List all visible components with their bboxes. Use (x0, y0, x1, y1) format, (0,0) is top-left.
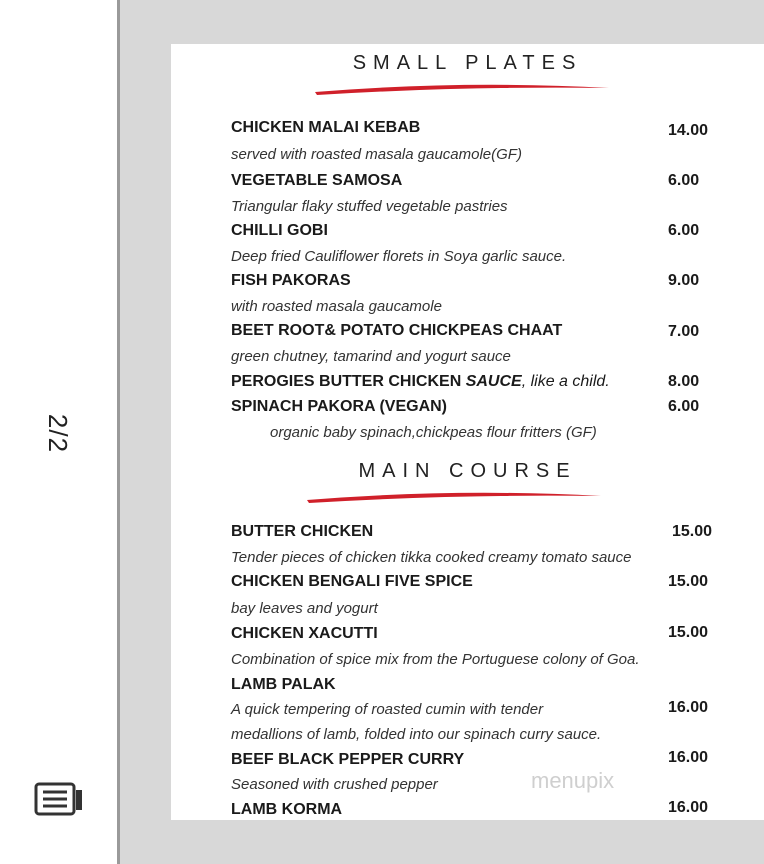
menu-item-price: 16.00 (668, 799, 709, 816)
menu-item-description: Triangular flaky stuffed vegetable pastries (231, 198, 508, 215)
menu-item-name: BUTTER CHICKEN (231, 523, 374, 540)
section-title-small-plates: SMALL PLATES (352, 52, 583, 74)
menu-item-price: 14.00 (668, 122, 709, 139)
menu-item-description: organic baby spinach,chickpeas flour fritters (GF) (270, 424, 597, 441)
menu-item-description: Deep fried Cauliflower florets in Soya garlic sauce. (231, 248, 567, 265)
menu-item-price: 7.00 (668, 323, 700, 340)
section-title-main-course: MAIN COURSE (358, 460, 577, 482)
menu-item-name: FISH PAKORAS (231, 272, 351, 289)
menu-item-name: CHICKEN MALAI KEBAB (231, 119, 421, 136)
menu-item-name: LAMB KORMA (231, 801, 343, 818)
menu-item-name-italic: , like a child. (521, 373, 610, 390)
menu-item-price: 15.00 (668, 624, 709, 641)
menu-page (171, 44, 764, 820)
menu-item-name: BEET ROOT& POTATO CHICKPEAS CHAAT (231, 322, 563, 339)
menu-item-description: medallions of lamb, folded into our spinach curry sauce. (231, 726, 602, 743)
red-swoosh-divider (313, 82, 613, 96)
menu-item-name: BEEF BLACK PEPPER CURRY (231, 751, 465, 768)
menu-item-name: PEROGIES BUTTER CHICKEN (231, 373, 462, 390)
menu-item-price: 6.00 (668, 222, 700, 239)
menu-item-price: 6.00 (668, 172, 700, 189)
menu-item-description: green chutney, tamarind and yogurt sauce (231, 348, 511, 365)
menu-item-description: Tender pieces of chicken tikka cooked creamy tomato sauce (231, 549, 632, 566)
menu-item-name: CHICKEN BENGALI FIVE SPICE (231, 573, 473, 590)
menu-item-price: 16.00 (668, 749, 709, 766)
menu-item-name: LAMB PALAK (231, 676, 336, 693)
menu-item-name: VEGETABLE SAMOSA (231, 172, 403, 189)
menu-item-name: CHILLI GOBI (231, 222, 328, 239)
menu-item-name: CHICKEN XACUTTI (231, 625, 378, 642)
menu-item-perogies (231, 373, 610, 391)
menu-item-price: 15.00 (668, 573, 709, 590)
menu-item-name-italic-bold: SAUCE (461, 373, 522, 390)
menu-item-price: 8.00 (668, 373, 700, 390)
menu-item-price: 6.00 (668, 398, 700, 415)
reader-mode-button[interactable] (34, 780, 86, 820)
menu-item-price: 16.00 (668, 699, 709, 716)
red-swoosh-divider (305, 490, 605, 504)
page-indicator-text: 2/2 (43, 413, 74, 453)
menu-item-description: bay leaves and yogurt (231, 600, 378, 617)
viewer-sidebar (0, 0, 120, 864)
menu-item-description: Combination of spice mix from the Portuguese colony of Goa. (231, 651, 640, 668)
menu-item-price: 15.00 (672, 523, 713, 540)
reader-mode-icon (34, 780, 86, 820)
menu-item-description: served with roasted masala gaucamole(GF) (231, 146, 522, 163)
menu-item-description: A quick tempering of roasted cumin with tender (231, 701, 544, 718)
menu-item-name: SPINACH PAKORA (VEGAN) (231, 398, 448, 415)
watermark: menupix (531, 768, 615, 793)
menu-item-description: Seasoned with crushed pepper (231, 776, 438, 793)
menu-item-description: with roasted masala gaucamole (231, 298, 442, 315)
page-indicator (40, 408, 76, 458)
menu-item-price: 9.00 (668, 272, 700, 289)
